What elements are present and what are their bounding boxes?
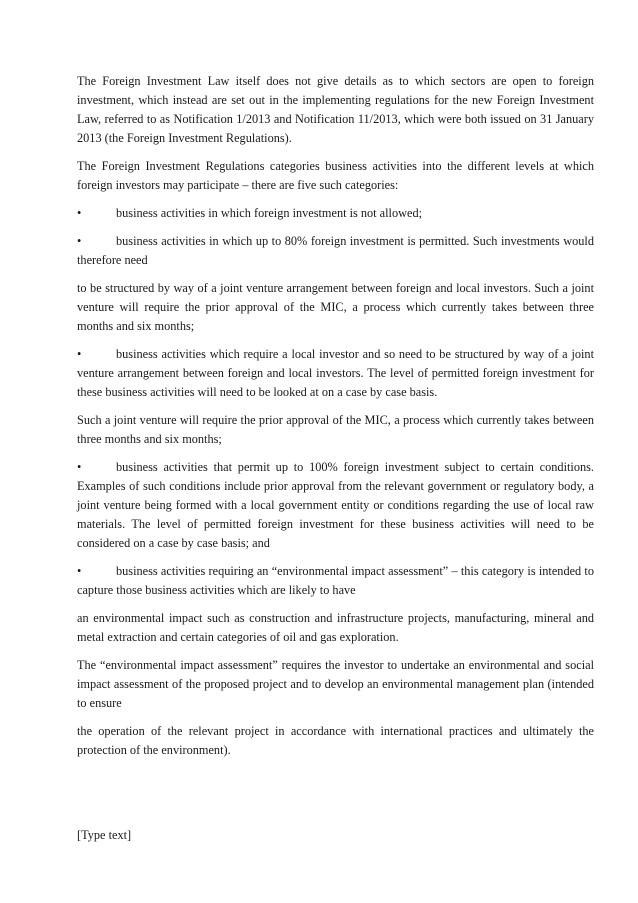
paragraph: to be structured by way of a joint venture arrangement between foreign and local investors. Such a joint venture will require the prior approval of the MIC, a process which currently takes between three months and six months; [77,281,594,333]
bullet-text: business activities in which foreign investment is not allowed; [116,206,423,220]
bullet-item [77,345,594,402]
bullet-icon: • [77,564,82,578]
footer-placeholder: [Type text] [77,828,132,842]
bullet-text: business activities in which up to 80% foreign investment is permitted. Such investments would therefore need [77,234,594,267]
bullet-text: business activities that permit up to 100% foreign investment subject to certain conditions. Examples of such conditions include prior approval from the relevant government or regulatory body, a joint venture being formed with a local government entity or conditions regarding the use of local raw materials. The level of permitted foreign investment for these business activities will need to be considered on a case by case basis; and [77,460,594,550]
bullet-icon: • [77,234,82,248]
paragraph: The Foreign Investment Regulations categories business activities into the different levels at which foreign investors may participate – there are five such categories: [77,159,594,192]
bullet-item [77,562,594,600]
bullet-icon: • [77,206,82,220]
bullet-item [77,458,594,553]
bullet-text: business activities requiring an “environmental impact assessment” – this category is intended to capture those business activities which are likely to have [77,564,594,597]
bullet-text: business activities which require a local investor and so need to be structured by way of a joint venture arrangement between foreign and local investors. The level of permitted foreign investment for these business activities will need to be looked at on a case by case basis. [77,347,594,399]
paragraph: the operation of the relevant project in accordance with international practices and ultimately the protection of the environment). [77,724,594,757]
bullet-icon: • [77,460,82,474]
paragraph: Such a joint venture will require the prior approval of the MIC, a process which currently takes between three months and six months; [77,413,594,446]
bullet-item [77,232,594,270]
bullet-icon: • [77,347,82,361]
paragraph: an environmental impact such as construction and infrastructure projects, manufacturing, mineral and metal extraction and certain categories of oil and gas exploration. [77,611,594,644]
paragraph: The “environmental impact assessment” requires the investor to undertake an environmental and social impact assessment of the proposed project and to develop an environmental management plan (intended to ensure [77,658,594,710]
document-body [77,72,594,769]
paragraph: The Foreign Investment Law itself does not give details as to which sectors are open to foreign investment, which instead are set out in the implementing regulations for the new Foreign Investment Law, referred to as Notification 1/2013 and Notification 11/2013, which were both issued on 31 January 2013 (the Foreign Investment Regulations). [77,74,594,145]
bullet-item [77,204,594,223]
